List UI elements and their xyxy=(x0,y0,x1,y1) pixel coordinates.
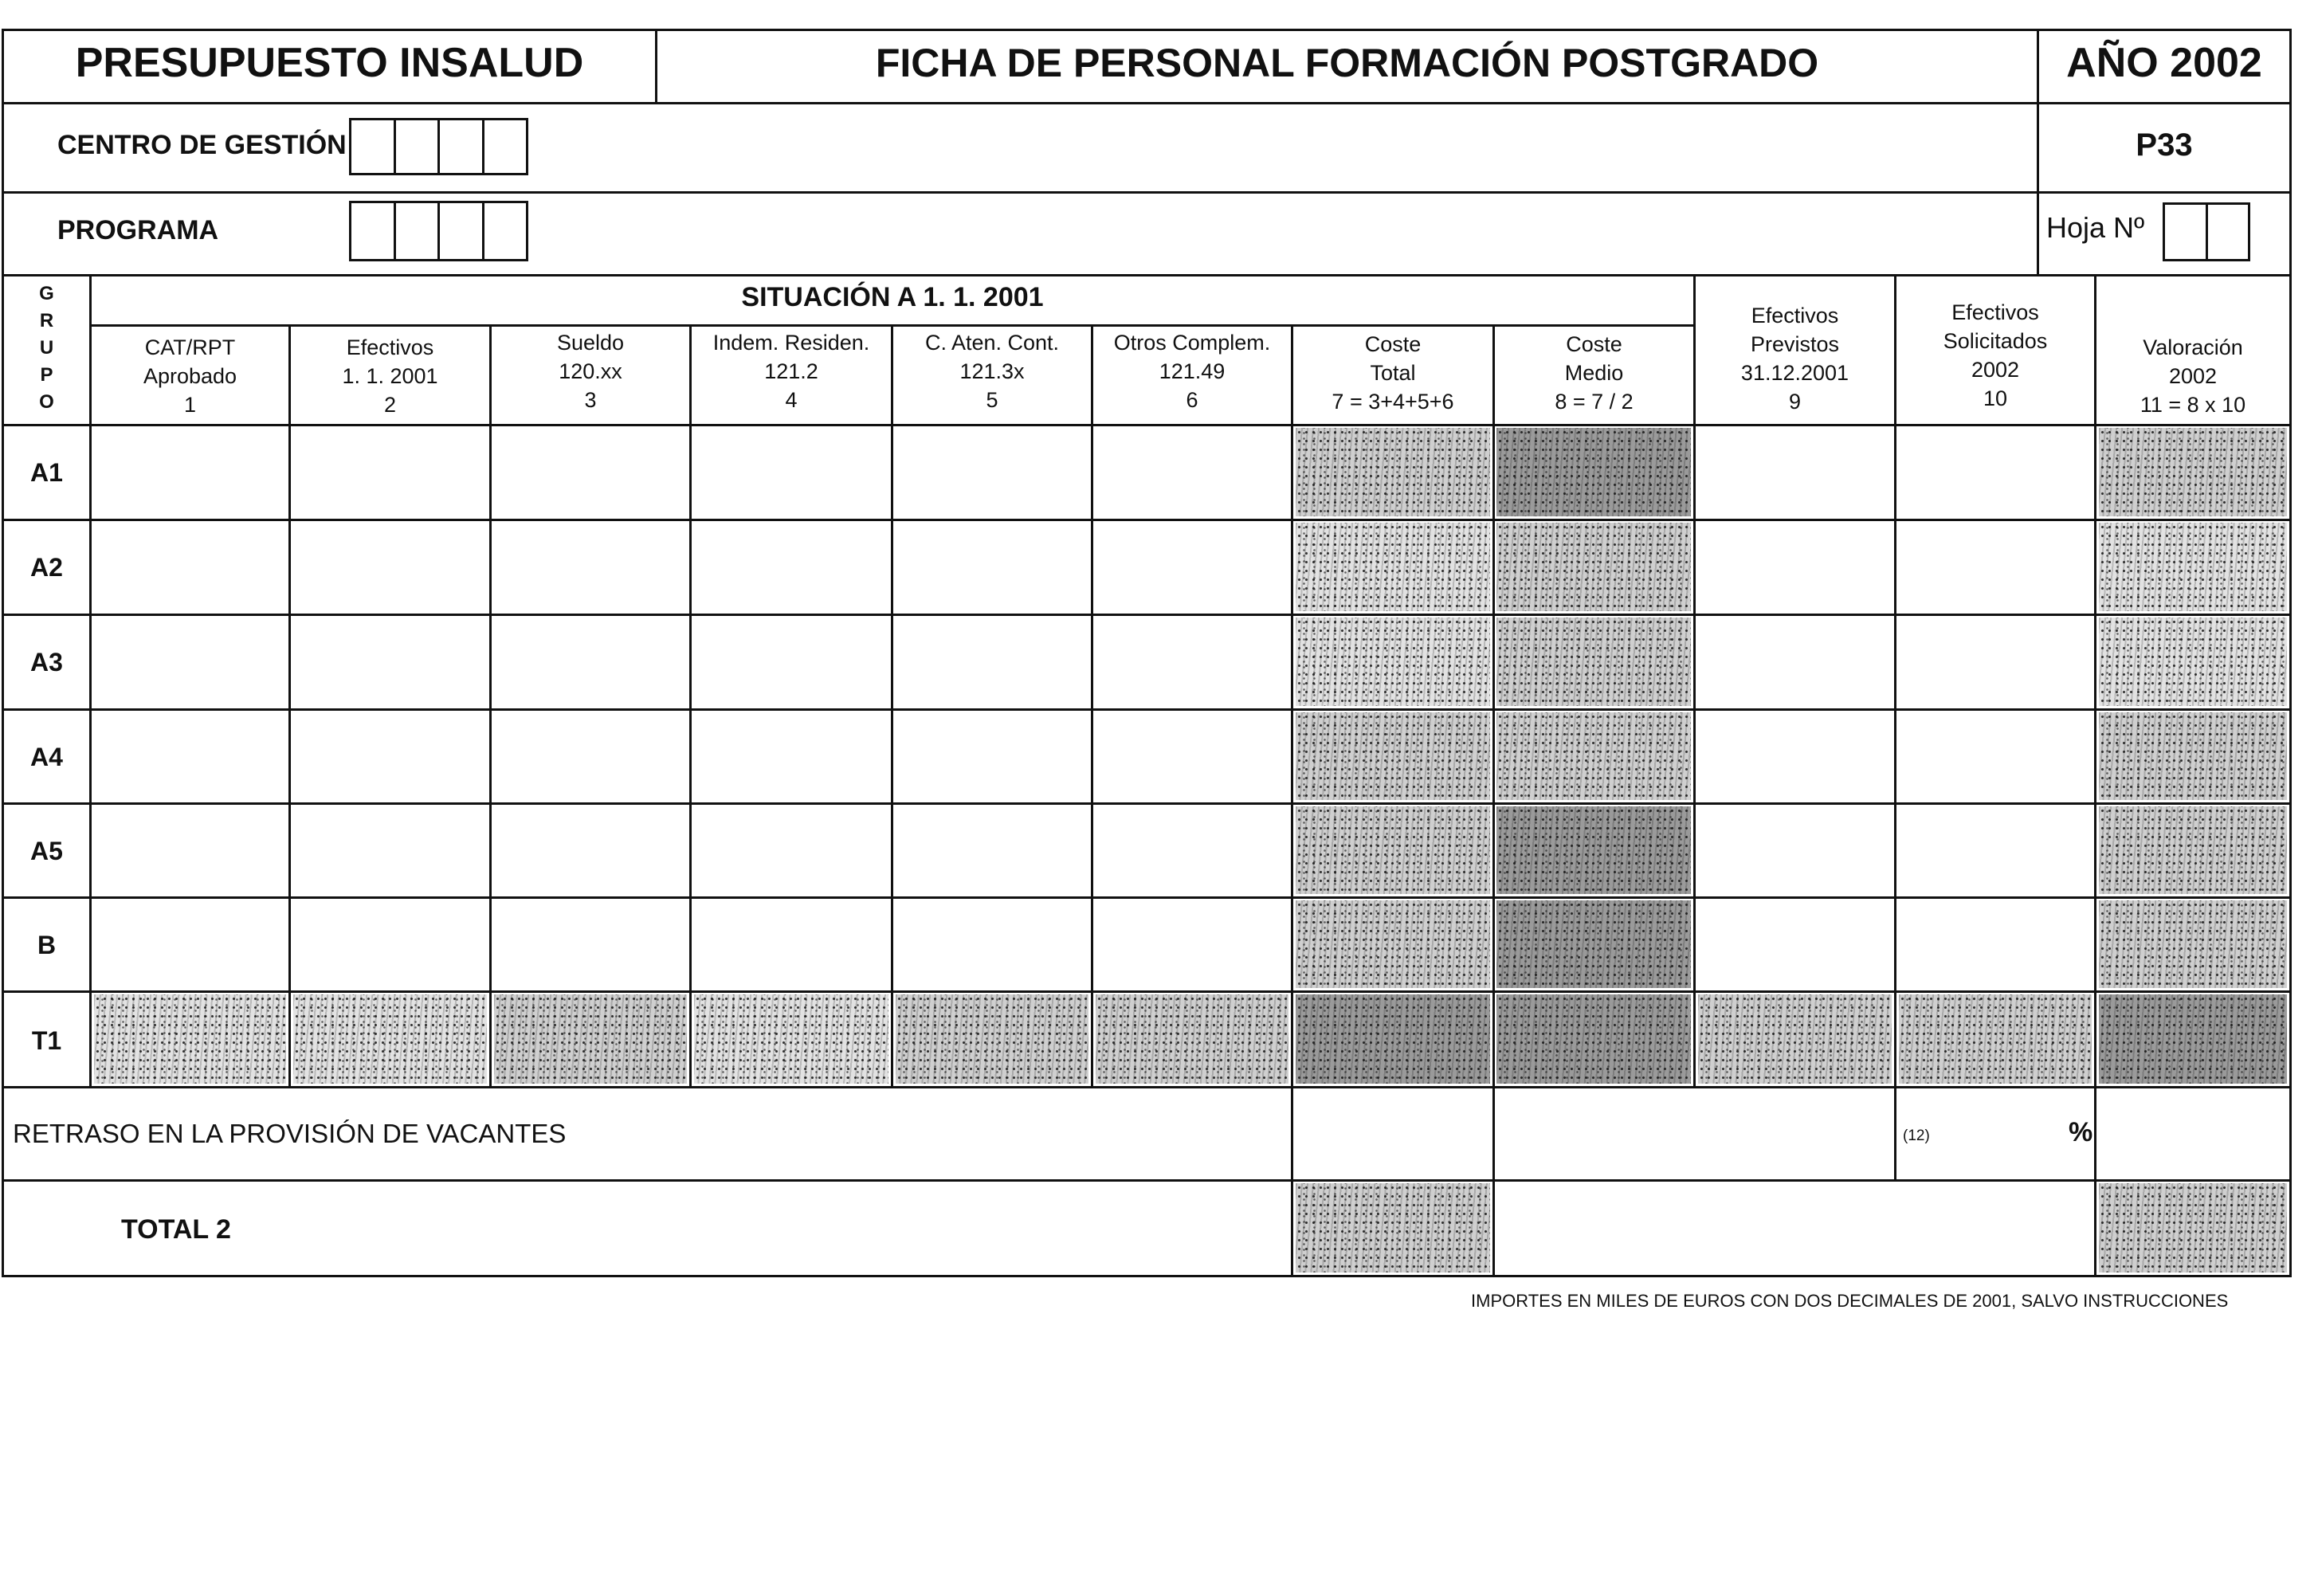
centro-digit-4[interactable] xyxy=(484,120,527,173)
programa-row-bottom-line xyxy=(2,274,2292,276)
situacion-header: SITUACIÓN A 1. 1. 2001 xyxy=(741,282,1044,312)
retraso-value-cell[interactable] xyxy=(2096,1088,2289,1179)
hoja-digit-2[interactable] xyxy=(2208,205,2249,259)
total-label: TOTAL 2 xyxy=(121,1214,231,1245)
left-title: PRESUPUESTO INSALUD xyxy=(75,40,584,86)
grupo-letter: P xyxy=(40,364,53,386)
col-header-otros-complem: Otros Complem. 121.49 6 xyxy=(1113,331,1271,412)
hoja-number-input[interactable] xyxy=(2163,202,2250,261)
shaded-cell xyxy=(2099,428,2287,516)
col-line-6 xyxy=(1291,324,1293,1277)
grupo-header xyxy=(4,280,89,422)
shaded-cell xyxy=(1296,428,1490,516)
row-label-t1: T1 xyxy=(31,1026,62,1055)
shaded-cell xyxy=(1496,712,1691,800)
hoja-digit-1[interactable] xyxy=(2165,205,2208,259)
retraso-bottom-line xyxy=(2,1179,2292,1182)
shaded-cell xyxy=(1096,994,1288,1084)
row-label-b: B xyxy=(37,931,57,959)
shaded-cell xyxy=(2099,712,2287,800)
shaded-cell xyxy=(1296,806,1490,894)
centro-digit-2[interactable] xyxy=(396,120,441,173)
centro-code-input[interactable] xyxy=(349,118,528,175)
shaded-cell xyxy=(1296,994,1490,1084)
row-line-a5 xyxy=(2,896,2292,899)
retraso-percent: % xyxy=(2069,1117,2093,1147)
programa-digit-3[interactable] xyxy=(440,203,484,259)
row-label-a1: A1 xyxy=(30,458,63,487)
centro-label: CENTRO DE GESTIÓN xyxy=(57,130,347,160)
col-line-1 xyxy=(288,324,291,1087)
row-line-a4 xyxy=(2,802,2292,805)
grupo-letter: O xyxy=(39,391,54,413)
col-line-3 xyxy=(689,324,692,1087)
shaded-cell xyxy=(1899,994,2092,1084)
programa-digit-1[interactable] xyxy=(351,203,396,259)
col-header-efectivos: Efectivos 1. 1. 2001 2 xyxy=(342,335,438,417)
shaded-cell xyxy=(1296,1183,1490,1272)
col-header-c-aten-cont: C. Aten. Cont. 121.3x 5 xyxy=(924,331,1060,412)
shaded-cell xyxy=(94,994,286,1084)
row-line-a2 xyxy=(2,614,2292,616)
form-code: P33 xyxy=(2136,127,2193,163)
footer-note: IMPORTES EN MILES DE EUROS CON DOS DECIMALES DE 2001, SALVO INSTRUCCIONES xyxy=(1471,1291,2229,1311)
col-header-efectivos-solicitados: Efectivos Solicitados 2002 10 xyxy=(1943,300,2048,410)
shaded-cell xyxy=(1296,712,1490,800)
shaded-cell xyxy=(1496,900,1691,988)
situacion-underline xyxy=(89,324,1696,327)
shaded-cell xyxy=(1698,994,1892,1084)
shaded-cell xyxy=(494,994,687,1084)
row-label-a4: A4 xyxy=(30,743,63,771)
row-line-a1 xyxy=(2,519,2292,521)
centro-row-bottom-line xyxy=(2,191,2292,194)
row-label-a3: A3 xyxy=(30,648,63,676)
programa-digit-2[interactable] xyxy=(396,203,441,259)
shaded-cell xyxy=(896,994,1088,1084)
col-line-2 xyxy=(489,324,492,1087)
shaded-cell xyxy=(2099,994,2287,1084)
shaded-cell xyxy=(1496,428,1691,516)
right-column-separator xyxy=(2037,102,2039,276)
frame-bottom-line xyxy=(2,1275,2292,1277)
col-line-5 xyxy=(1091,324,1093,1087)
year-label: AÑO 2002 xyxy=(2066,40,2262,86)
frame-top-line xyxy=(2,29,2292,31)
programa-digit-4[interactable] xyxy=(484,203,527,259)
col-header-efectivos-previstos: Efectivos Previstos 31.12.2001 9 xyxy=(1740,304,1849,414)
programa-code-input[interactable] xyxy=(349,201,528,261)
shaded-cell xyxy=(2099,900,2287,988)
retraso-ref: (12) xyxy=(1903,1127,1930,1144)
header-bottom-line xyxy=(2,424,2292,426)
col-header-coste-medio: Coste Medio 8 = 7 / 2 xyxy=(1555,332,1634,414)
row-line-a3 xyxy=(2,708,2292,711)
shaded-cell xyxy=(694,994,888,1084)
shaded-cell xyxy=(1496,618,1691,706)
shaded-cell xyxy=(2099,806,2287,894)
shaded-cell xyxy=(293,994,487,1084)
col-header-coste-total: Coste Total 7 = 3+4+5+6 xyxy=(1332,332,1454,414)
row-label-a5: A5 xyxy=(30,837,63,865)
col-line-7 xyxy=(1492,324,1495,1277)
table-bottom-line xyxy=(2,1086,2292,1088)
centro-digit-3[interactable] xyxy=(440,120,484,173)
hoja-label: Hoja Nº xyxy=(2046,211,2145,244)
shaded-cell xyxy=(1296,523,1490,611)
grupo-letter: U xyxy=(39,337,54,359)
shaded-cell xyxy=(2099,618,2287,706)
shaded-cell xyxy=(1496,806,1691,894)
frame-right-line xyxy=(2289,29,2292,1277)
programa-label: PROGRAMA xyxy=(57,215,219,245)
shaded-cell xyxy=(2099,523,2287,611)
col-header-sueldo: Sueldo 120.xx 3 xyxy=(556,331,625,412)
retraso-label: RETRASO EN LA PROVISIÓN DE VACANTES xyxy=(13,1119,567,1148)
shaded-cell xyxy=(1496,523,1691,611)
col-header-indem-residen: Indem. Residen. 121.2 4 xyxy=(712,331,870,412)
row-label-a2: A2 xyxy=(30,553,63,582)
grupo-letter: R xyxy=(39,310,54,331)
shaded-cell xyxy=(1296,618,1490,706)
title-row-bottom-line xyxy=(2,102,2292,104)
col-header-cat-rpt: CAT/RPT Aprobado 1 xyxy=(143,335,237,417)
shaded-cell xyxy=(1496,994,1691,1084)
col-header-valoracion: Valoración 2002 11 = 8 x 10 xyxy=(2140,335,2246,417)
center-title: FICHA DE PERSONAL FORMACIÓN POSTGRADO xyxy=(875,41,1819,85)
row-line-b xyxy=(2,990,2292,993)
grupo-letter: G xyxy=(39,283,54,304)
col-line-4 xyxy=(891,324,893,1087)
shaded-cell xyxy=(2099,1183,2287,1272)
centro-digit-1[interactable] xyxy=(351,120,396,173)
shaded-cell xyxy=(1296,900,1490,988)
